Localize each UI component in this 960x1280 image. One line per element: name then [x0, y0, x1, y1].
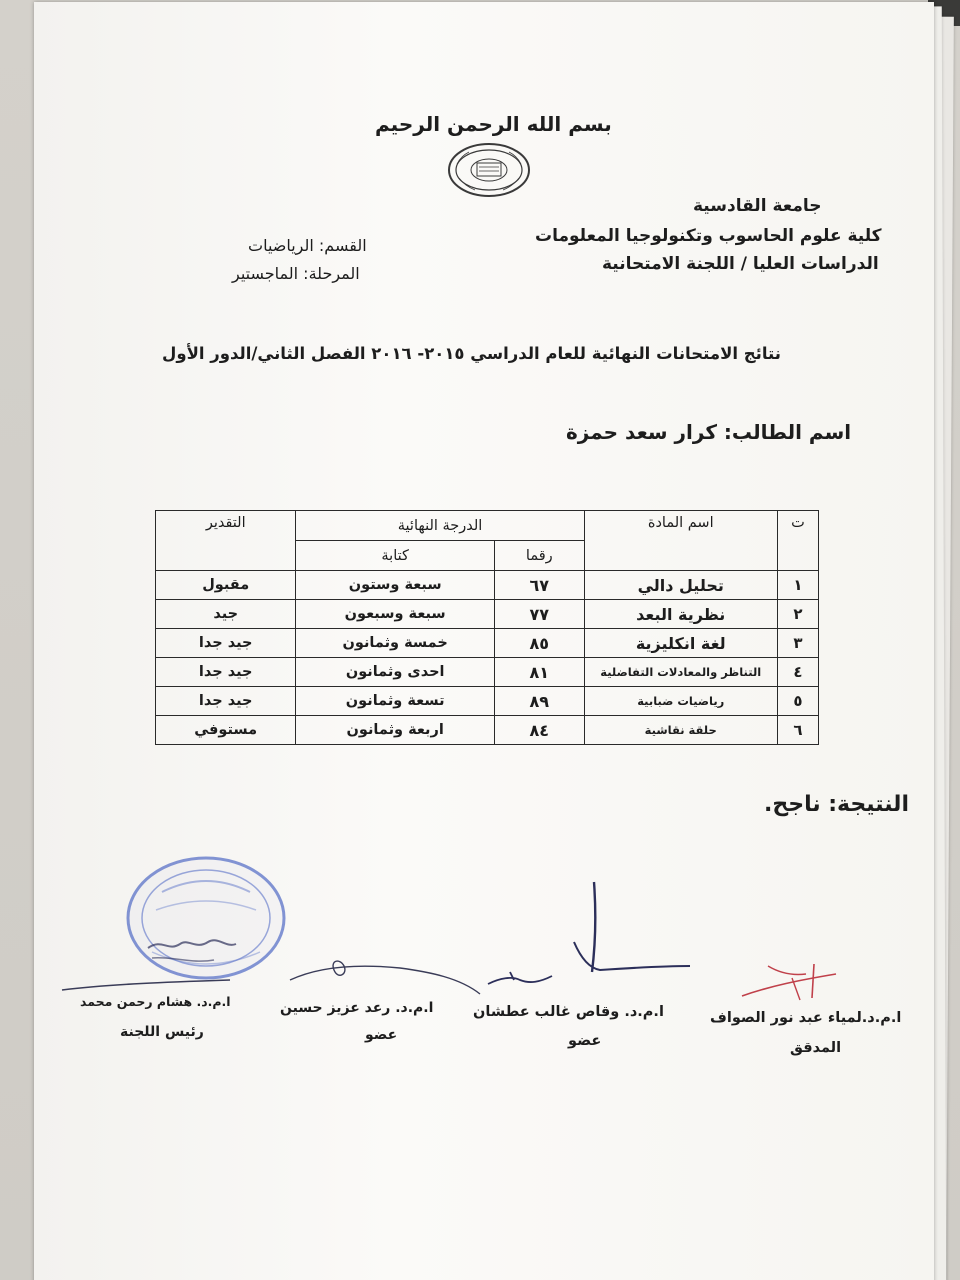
- row-seq: ٤: [777, 658, 818, 687]
- signature-name-2: ا.م.د. رعد عزيز حسين: [280, 1000, 434, 1016]
- bismillah-heading: بسم الله الرحمن الرحيم: [375, 112, 612, 136]
- row-subject: لغة انكليزية: [584, 629, 777, 658]
- row-written: خمسة وثمانون: [296, 629, 494, 658]
- table-row: [156, 571, 819, 600]
- header-numeric: رقما: [494, 541, 584, 571]
- final-result: النتيجة: ناجح.: [764, 792, 909, 817]
- college-name: كلية علوم الحاسوب وتكنولوجيا المعلومات: [535, 226, 882, 246]
- row-seq: ٢: [777, 600, 818, 629]
- row-grade: جيد: [156, 600, 296, 629]
- row-subject: التناظر والمعادلات التفاضلية: [584, 658, 777, 687]
- row-seq: ٦: [777, 716, 818, 745]
- row-numeric: ٨٩: [494, 687, 584, 716]
- row-grade: جيد جدا: [156, 629, 296, 658]
- row-numeric: ٧٧: [494, 600, 584, 629]
- header-final-grade: الدرجة النهائية: [296, 511, 584, 541]
- row-numeric: ٨١: [494, 658, 584, 687]
- signature-role-3: عضو: [568, 1033, 602, 1049]
- row-grade: مستوفي: [156, 716, 296, 745]
- results-title: نتائج الامتحانات النهائية للعام الدراسي ٢٠١٥- ٢٠١٦ الفصل الثاني/الدور الأول: [162, 344, 781, 363]
- signature-name-1: ا.م.د. هشام رحمن محمد: [80, 994, 231, 1009]
- row-grade: جيد جدا: [156, 658, 296, 687]
- row-numeric: ٨٤: [494, 716, 584, 745]
- signature-role-4: المدقق: [790, 1040, 842, 1056]
- row-seq: ٣: [777, 629, 818, 658]
- table-row: [156, 658, 819, 687]
- signature-role-2: عضو: [365, 1027, 398, 1043]
- row-written: سبعة وسبعون: [296, 600, 494, 629]
- university-seal-icon: [447, 142, 531, 198]
- signature-name-3: ا.م.د. وقاص غالب عطشان: [473, 1004, 664, 1020]
- grades-table: [155, 510, 819, 745]
- row-subject: نظرية البعد: [584, 600, 777, 629]
- row-seq: ٥: [777, 687, 818, 716]
- stage-label: المرحلة: الماجستير: [232, 264, 360, 283]
- table-row: [156, 600, 819, 629]
- row-numeric: ٦٧: [494, 571, 584, 600]
- table-row: [156, 629, 819, 658]
- student-name: اسم الطالب: كرار سعد حمزة: [566, 420, 852, 444]
- row-written: احدى وثمانون: [296, 658, 494, 687]
- table-row: [156, 716, 819, 745]
- row-written: تسعة وثمانون: [296, 687, 494, 716]
- row-written: سبعة وستون: [296, 571, 494, 600]
- row-grade: مقبول: [156, 571, 296, 600]
- university-name: جامعة القادسية: [693, 196, 822, 216]
- row-numeric: ٨٥: [494, 629, 584, 658]
- signature-role-1: رئيس اللجنة: [120, 1024, 204, 1040]
- row-subject: حلقة نقاشية: [584, 716, 777, 745]
- committee-name: الدراسات العليا / اللجنة الامتحانية: [602, 254, 879, 274]
- row-subject: تحليل دالي: [584, 571, 777, 600]
- row-grade: جيد جدا: [156, 687, 296, 716]
- row-written: اربعة وثمانون: [296, 716, 494, 745]
- row-subject: رياضيات ضبابية: [584, 687, 777, 716]
- table-row: [156, 687, 819, 716]
- signature-name-4: ا.م.د.لمياء عبد نور الصواف: [710, 1010, 902, 1026]
- department-label: القسم: الرياضيات: [248, 236, 367, 255]
- header-seq: ت: [777, 511, 818, 571]
- row-seq: ١: [777, 571, 818, 600]
- header-grade: التقدير: [156, 511, 296, 571]
- committee-stamp-icon: [122, 852, 292, 988]
- header-subject: اسم المادة: [584, 511, 777, 571]
- header-written: كتابة: [296, 541, 494, 571]
